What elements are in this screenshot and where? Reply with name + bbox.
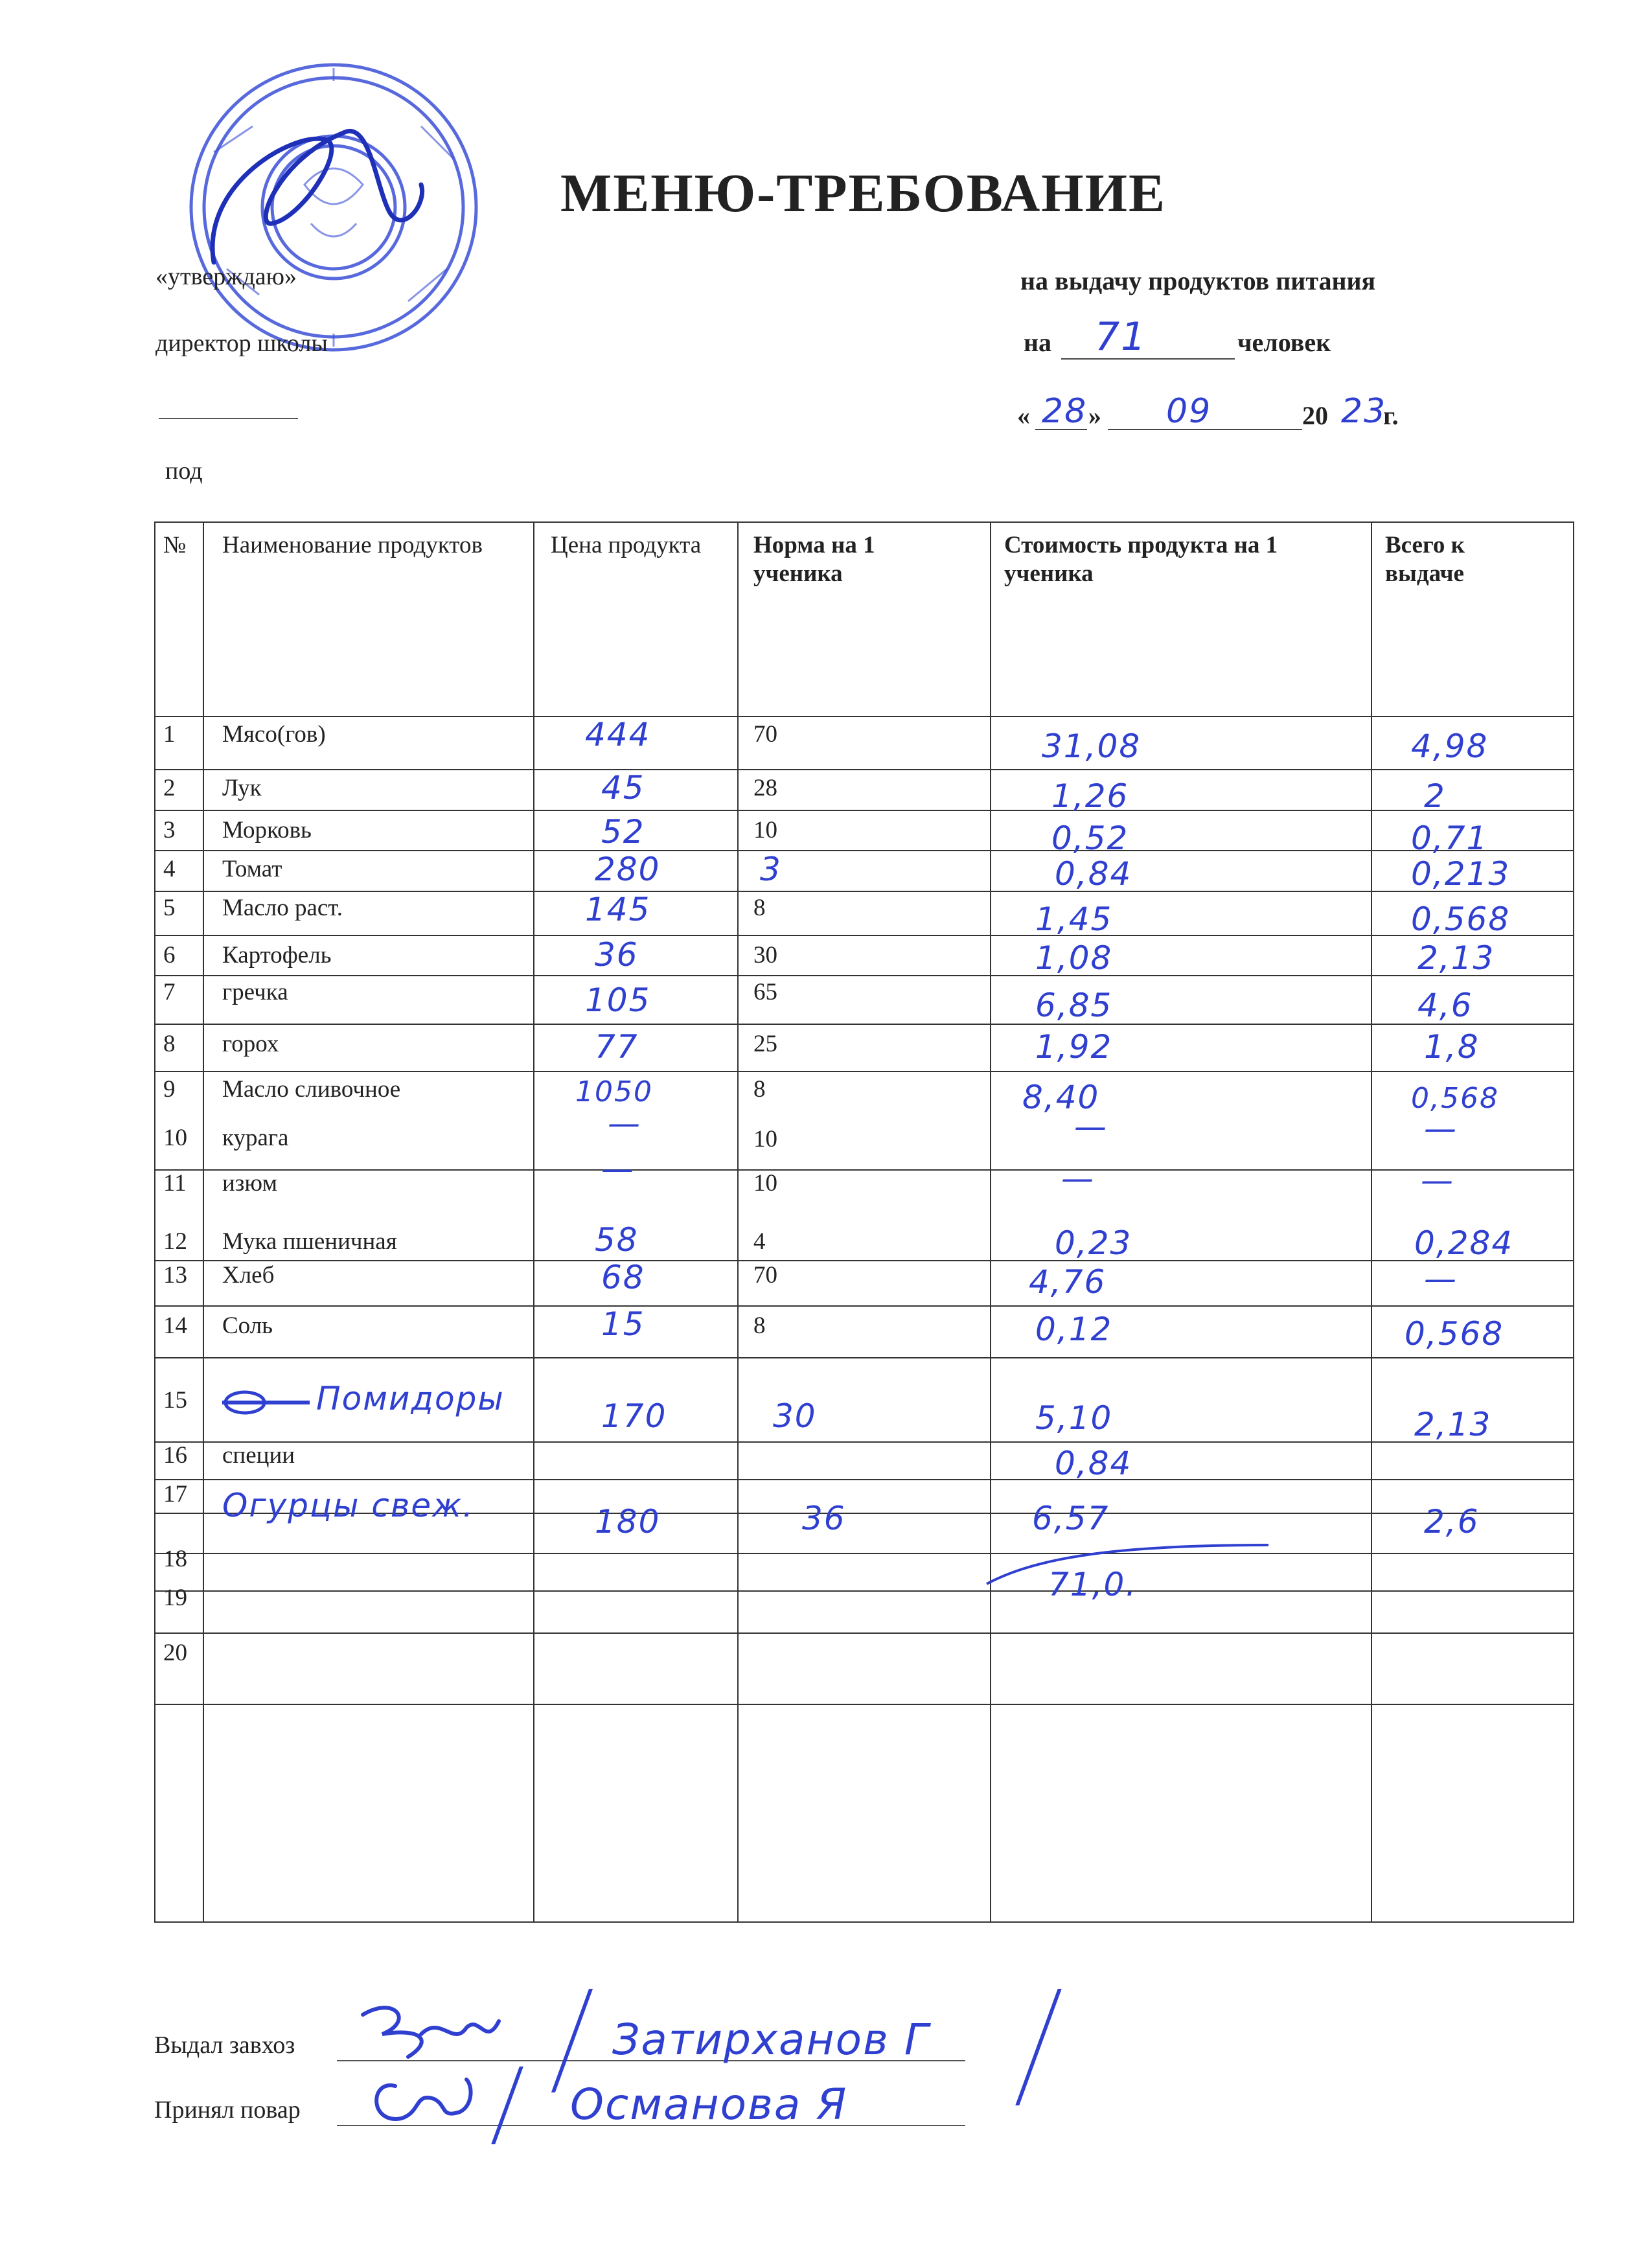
product-cost: 0,52 [1051,819,1129,857]
received-label: Принял повар [154,2096,301,2124]
col-border [737,521,739,1923]
row-number: 4 [163,856,176,882]
header-cost: Стоимость продукта на 1 ученика [1004,532,1278,587]
product-name: Масло раст. [222,895,343,921]
product-name: Соль [222,1312,273,1339]
product-cost: 31,08 [1042,727,1141,765]
product-norm: 10 [753,817,777,843]
row-number: 11 [163,1170,187,1197]
row-border [154,891,1574,892]
col-border [990,521,991,1923]
slash-mark [491,2067,523,2144]
row-border [154,769,1574,770]
row-border [154,1071,1574,1072]
header-name: Наименование продуктов [222,532,483,558]
product-total: 0,284 [1414,1224,1514,1262]
product-total: 1,8 [1424,1028,1480,1066]
row-border [154,1357,1574,1358]
people-prefix: на [1024,328,1052,357]
product-name: Масло сливочное [222,1076,401,1103]
product-total: 0,71 [1411,819,1489,857]
product-price: — [601,1150,635,1187]
product-cost: 6,57 [1032,1500,1110,1537]
document-title: МЕНЮ-ТРЕБОВАНИЕ [560,163,1166,223]
product-total: 0,568 [1411,1082,1499,1115]
product-norm: 30 [773,1397,817,1435]
header-total: Всего к выдаче [1385,532,1465,587]
director-label: директор школы [155,330,328,357]
row-number: 8 [163,1031,176,1057]
product-total: — [1424,1110,1458,1147]
product-norm: 25 [753,1031,777,1057]
row-number: 13 [163,1262,187,1289]
round-stamp [175,55,499,360]
product-price: 45 [601,769,645,807]
header-norm: Норма на 1 ученика [753,532,875,587]
product-total: 4,98 [1411,727,1489,765]
issued-name: Затирханов Г [612,2015,930,2065]
row-border [154,1632,1574,1634]
people-value: 71 [1095,314,1147,360]
product-total: 2,6 [1424,1503,1480,1541]
product-name: курага [222,1125,289,1151]
product-norm: 36 [802,1500,846,1537]
product-name: Картофель [222,942,332,968]
product-norm: 70 [753,1262,777,1289]
row-number: 3 [163,817,176,843]
product-price: 145 [585,891,651,928]
date-day: 28 [1042,392,1088,431]
product-norm: 4 [753,1228,766,1255]
product-norm: 30 [753,942,777,968]
row-border [154,1305,1574,1307]
received-name: Османова Я [570,2079,848,2129]
row-number: 7 [163,979,176,1005]
product-cost: 0,84 [1055,855,1132,893]
product-cost: — [1061,1160,1095,1197]
product-price: 280 [595,851,661,888]
request-line: на выдачу продуктов питания [1020,266,1376,295]
row-border [154,850,1574,851]
product-cost: 1,92 [1035,1028,1113,1066]
row-border [154,1441,1574,1443]
row-border [154,1553,1574,1554]
product-cost: 5,10 [1035,1399,1113,1437]
row-border [154,1590,1574,1592]
product-name: специи [222,1442,295,1469]
product-norm: 10 [753,1126,777,1152]
product-norm: 28 [753,775,777,801]
product-name: Хлеб [222,1262,275,1289]
date-month: 09 [1166,392,1212,431]
col-border [154,521,155,1923]
product-norm: 65 [753,979,777,1005]
row-border [154,975,1574,976]
approve-label: «утверждаю» [155,263,297,290]
product-name: Томат [222,856,282,882]
row-number: 10 [163,1125,187,1151]
product-price: 77 [595,1028,639,1066]
product-name: Помидоры [316,1380,505,1417]
product-name: изюм [222,1170,277,1197]
product-cost: 0,23 [1055,1224,1132,1262]
col-border [203,521,204,1923]
product-total: 0,568 [1411,900,1511,938]
product-price: 15 [601,1305,645,1343]
col-border [1573,521,1574,1923]
slash-mark [1015,1989,1062,2105]
product-name: Морковь [222,817,312,843]
product-total: — [1421,1162,1454,1199]
product-total: 2,13 [1414,1406,1492,1443]
product-cost: 0,84 [1055,1445,1132,1482]
date-year: 23 [1341,392,1387,431]
date-open-quote: « [1017,401,1030,430]
products-table [154,521,1574,1923]
row-number: 19 [163,1585,187,1611]
received-signature [369,2073,479,2131]
product-name: Мука пшеничная [222,1228,397,1255]
product-price: 180 [595,1503,661,1541]
issued-label: Выдал завхоз [154,2032,295,2059]
row-number: 15 [163,1387,187,1414]
people-count-line [1024,314,1425,360]
product-total: 4,6 [1417,987,1473,1024]
product-name: горох [222,1031,279,1057]
product-price: 1050 [575,1075,653,1108]
header-number: № [163,532,187,558]
slash-mark [551,1989,593,2092]
product-price: — [608,1105,641,1142]
signature-prefix: под [165,457,203,485]
year-prefix: 20 [1302,401,1328,430]
signature-underline [159,418,298,419]
product-price: 105 [585,981,651,1019]
product-total: 0,568 [1405,1315,1504,1353]
product-total: 2,13 [1417,939,1495,977]
product-cost: 1,45 [1035,900,1113,938]
row-number: 1 [163,721,176,748]
product-cost: 0,12 [1035,1311,1113,1348]
row-border [154,1921,1574,1923]
year-suffix: г. [1383,401,1399,430]
product-price: 36 [595,936,639,974]
product-price: 68 [601,1259,645,1296]
product-norm: 8 [753,1076,766,1103]
col-border [1371,521,1372,1923]
row-border [154,935,1574,936]
product-cost: 6,85 [1035,987,1113,1024]
product-norm: 70 [753,721,777,748]
col-border [533,521,534,1923]
product-norm: 3 [760,851,782,888]
row-border [154,1169,1574,1171]
row-border [154,1260,1574,1261]
product-cost: 4,76 [1029,1263,1107,1301]
row-number: 9 [163,1076,176,1103]
product-total: — [1424,1260,1458,1298]
row-border [154,1479,1574,1480]
row-border [154,1024,1574,1025]
product-price: 170 [601,1397,667,1435]
product-cost: 1,26 [1051,777,1129,815]
product-norm: 8 [753,895,766,921]
product-cost: 8,40 [1022,1079,1100,1116]
product-norm: 10 [753,1170,777,1197]
row-border [154,1704,1574,1705]
row-number: 6 [163,942,176,968]
row-border [154,521,1574,523]
product-name: гречка [222,979,288,1005]
row-border [154,810,1574,811]
row-number: 12 [163,1228,187,1255]
row-number: 17 [163,1481,187,1507]
sum-cost: 71,0. [1048,1566,1138,1603]
row-number: 20 [163,1640,187,1666]
row-number: 2 [163,775,176,801]
product-name: Мясо(гов) [222,721,326,748]
product-total: 2 [1424,777,1446,815]
people-underline [1061,358,1235,360]
product-price: 52 [601,813,645,851]
row-number: 14 [163,1312,187,1339]
crossed-out-word [219,1383,316,1422]
row-number: 5 [163,895,176,921]
row-number: 16 [163,1442,187,1469]
issued-signature [356,1995,505,2067]
row-border [154,716,1574,717]
date-close-quote: » [1088,401,1101,430]
product-cost: — [1074,1108,1108,1145]
product-price: 58 [595,1221,639,1259]
product-cost: 1,08 [1035,939,1113,977]
product-name: Огурцы свеж. [222,1487,475,1524]
product-total: 0,213 [1411,855,1511,893]
product-norm: 8 [753,1312,766,1339]
sum-underline [983,1519,1281,1590]
people-suffix: человек [1237,328,1331,357]
product-name: Лук [222,775,262,801]
header-price: Цена продукта [551,532,702,558]
row-number: 18 [163,1546,187,1572]
date-line [1017,389,1484,434]
product-price: 444 [585,716,651,753]
